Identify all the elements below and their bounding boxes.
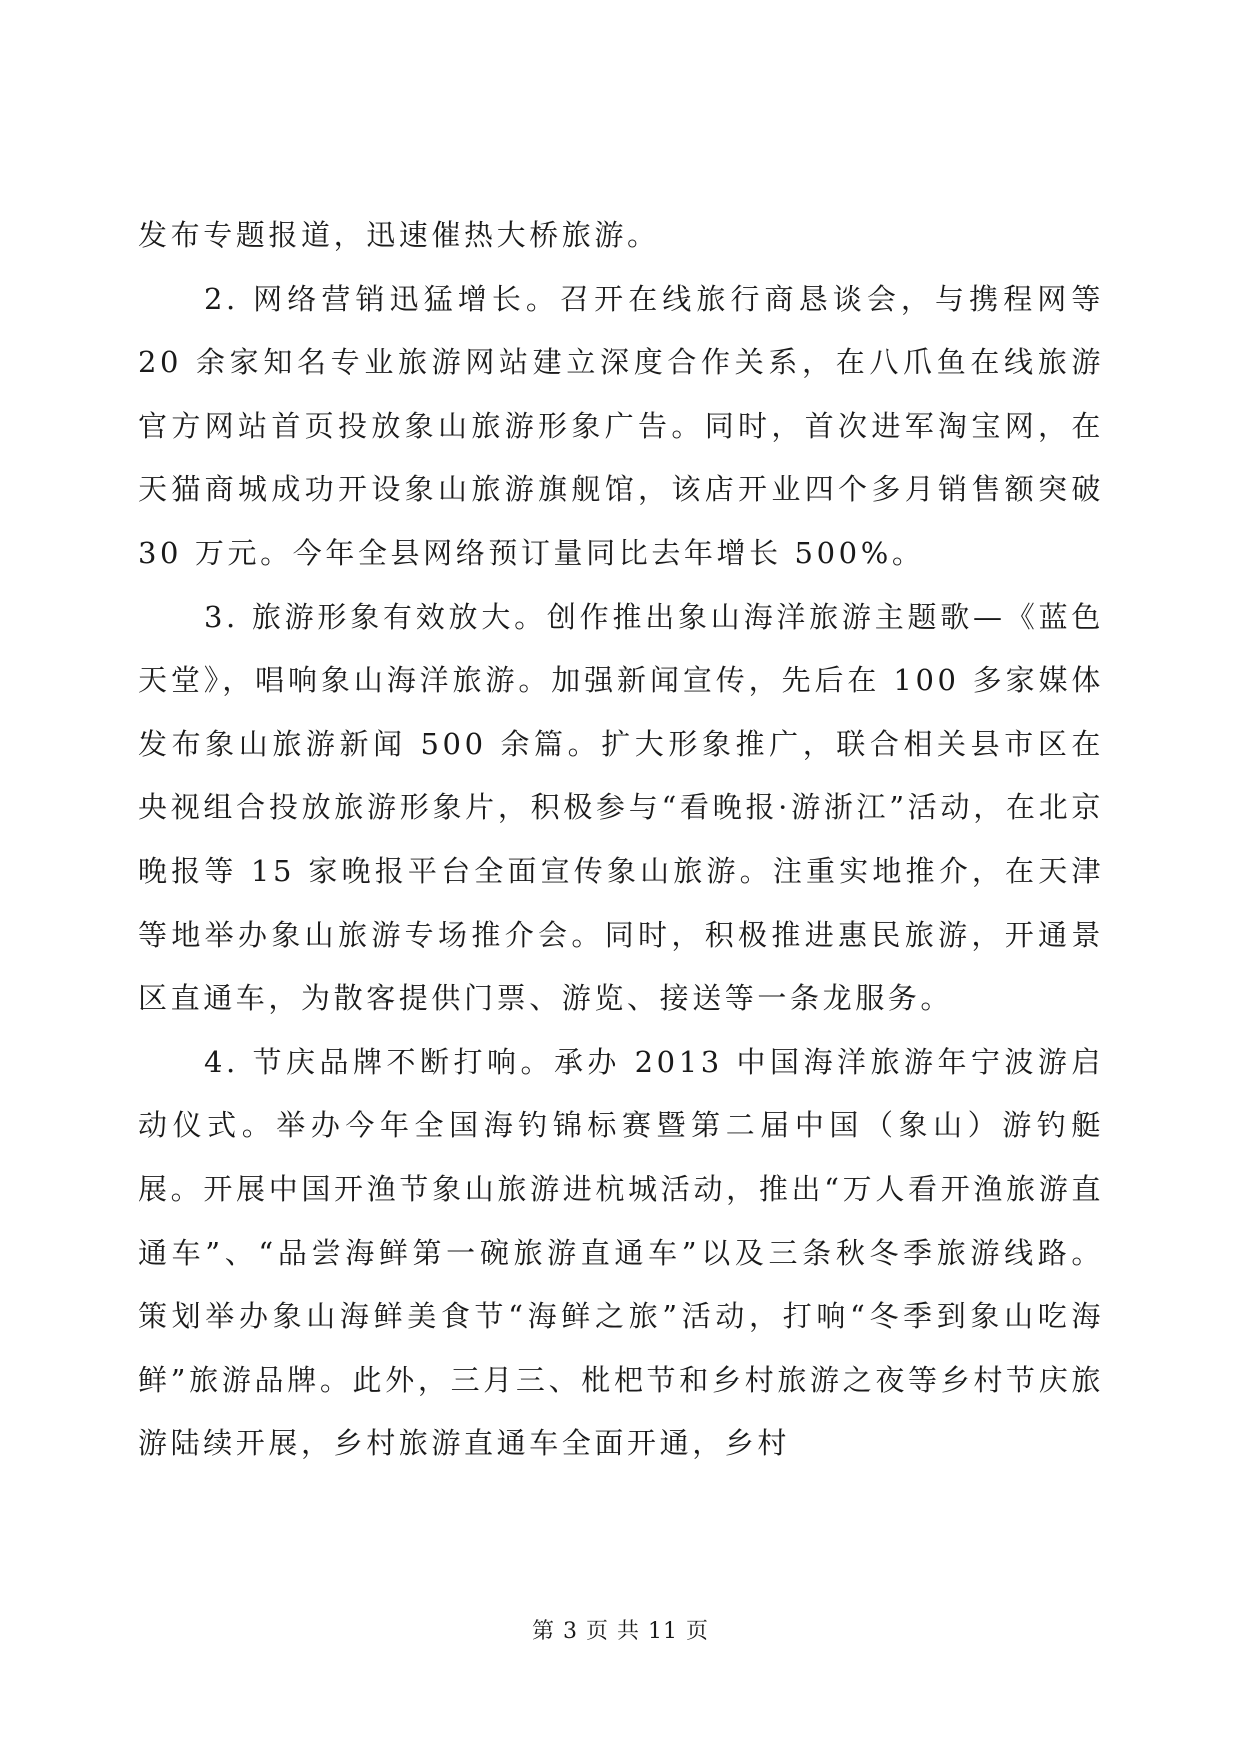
- paragraph-online-marketing: 2. 网络营销迅猛增长。召开在线旅行商恳谈会，与携程网等 20 余家知名专业旅游网站建立深度合作关系，在八爪鱼在线旅游官方网站首页投放象山旅游形象广告。同时，首次进军淘宝网，在天猫商城成功开设象山旅游旗舰馆，该店开业四个多月销售额突破 30 万元。今年全县网络预订量同比去年增长 500%。: [138, 281, 1104, 570]
- body-text: [138, 204, 1104, 1476]
- page-number-footer: 第 3 页 共 11 页: [532, 1619, 709, 1644]
- paragraph-continuation: 发布专题报道，迅速催热大桥旅游。: [138, 218, 660, 252]
- paragraph-festival-brand: 4. 节庆品牌不断打响。承办 2013 中国海洋旅游年宁波游启动仪式。举办今年全国海钓锦标赛暨第二届中国（象山）游钓艇展。开展中国开渔节象山旅游进杭城活动，推出“万人看开渔旅游直通车”、“品尝海鲜第一碗旅游直通车”以及三条秋冬季旅游线路。策划举办象山海鲜美食节“海鲜之旅”活动，打响“冬季到象山吃海鲜”旅游品牌。此外，三月三、枇杷节和乡村旅游之夜等乡村节庆旅游陆续开展，乡村旅游直通车全面开通，乡村: [138, 1044, 1104, 1461]
- paragraph-tourism-image: 3. 旅游形象有效放大。创作推出象山海洋旅游主题歌—《蓝色天堂》，唱响象山海洋旅游。加强新闻宣传，先后在 100 多家媒体发布象山旅游新闻 500 余篇。扩大形象推广，联合相关县市区在央视组合投放旅游形象片，积极参与“看晚报·游浙江”活动，在北京晚报等 15 家晚报平台全面宣传象山旅游。注重实地推介，在天津等地举办象山旅游专场推介会。同时，积极推进惠民旅游，开通景区直通车，为散客提供门票、游览、接送等一条龙服务。: [138, 599, 1104, 1016]
